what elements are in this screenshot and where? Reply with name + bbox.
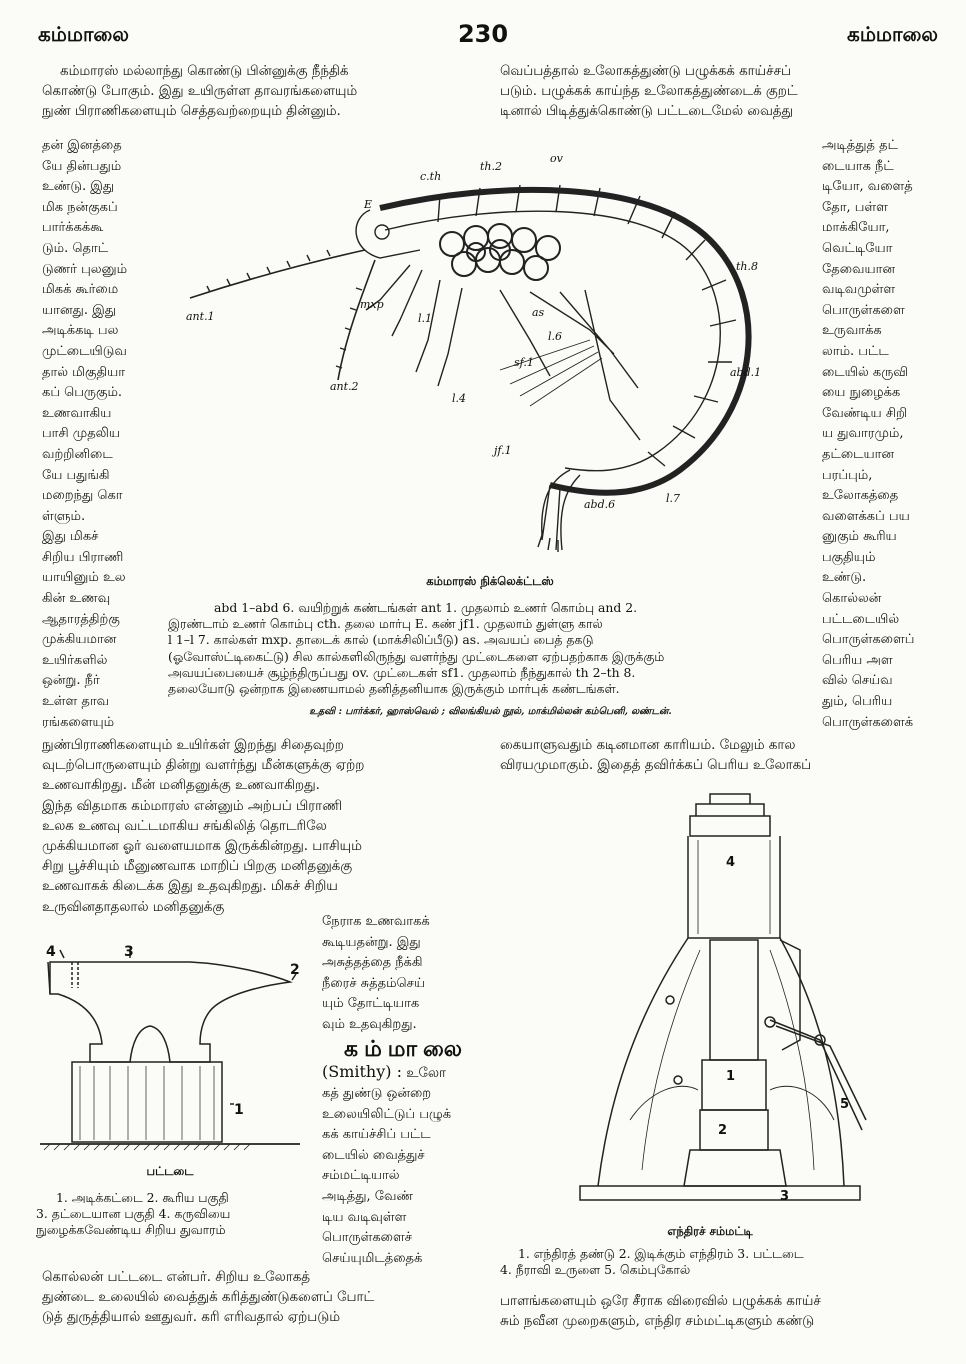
- text-line: கூடியதன்று. இது: [322, 934, 421, 950]
- right-column-top-text: [500, 62, 940, 123]
- text-line: படும். பழுக்கக் காய்ந்த உலோகத்துண்டைக் குறட்: [500, 84, 798, 100]
- label-ant1: ant.1: [186, 310, 215, 323]
- text-line: ய துவாரமும்,: [822, 426, 904, 442]
- hammer-label-3: 3: [780, 1189, 790, 1204]
- text-line: பொருள்களை: [822, 302, 905, 318]
- label-l4: l.4: [452, 392, 467, 405]
- text-line: கம்மாரஸ் மல்லாந்து கொண்டு பின்னுக்கு நீந்திக்: [60, 64, 349, 79]
- text-line: உருவினதாதலால் மனிதனுக்கு: [42, 899, 225, 915]
- text-line: உலோ: [406, 1066, 447, 1081]
- text-line: கொல்லன்: [822, 591, 882, 607]
- label-th8: th.8: [736, 260, 758, 273]
- text-line: தால் மிகுதியா: [42, 364, 126, 380]
- left-column-mid-text: [42, 736, 482, 918]
- label-l6: l.6: [548, 330, 563, 343]
- caption-line: l 1–l 7. கால்கள் mxp. தாடைக் கால் (மாக்சிலிப்பீடு) as. அவயப் பைத் தகடு: [168, 632, 594, 648]
- text-line: னுகும் கூரிய: [822, 529, 897, 545]
- label-ov: ov: [550, 152, 563, 165]
- text-line: மிகக் கூர்மை: [42, 282, 119, 298]
- text-line: யை நுழைக்க: [822, 385, 901, 401]
- text-line: உணவாகிறது. மீன் மனிதனுக்கு உணவாகிறது.: [42, 778, 320, 794]
- hammer-caption: [500, 1246, 940, 1278]
- text-line: முக்கியமான ஓர் வளையமாக இருக்கின்றது. பாசியும்: [42, 839, 362, 855]
- label-abd1: abd.1: [730, 366, 762, 379]
- text-line: உண்டு. இது: [42, 179, 115, 195]
- left-narrow-column: [42, 136, 164, 733]
- label-th2: th.2: [480, 160, 502, 173]
- hammer-label-1: 1: [726, 1069, 736, 1084]
- text-line: நுண்பிராணிகளையும் உயிர்கள் இறந்து சிதைவுற்ற: [42, 738, 344, 753]
- text-line: தும், பெரிய: [822, 694, 893, 710]
- caption-line: 1. அடிக்கட்டை 2. கூரிய பகுதி: [56, 1190, 229, 1205]
- text-line: டும். தொட்: [42, 240, 109, 256]
- text-line: உலக உணவு வட்டமாகிய சங்கிலித் தொடரிலே: [42, 818, 327, 834]
- text-line: இந்த விதமாக கம்மாரஸ் என்னும் அற்பப் பிராணி: [42, 798, 343, 814]
- text-line: அசுத்தத்தை நீக்கி: [322, 955, 423, 971]
- anvil-label-3: 3: [124, 944, 134, 960]
- text-line: கக் காய்ச்சிப் பட்ட: [322, 1127, 431, 1143]
- label-sf1: sf.1: [514, 356, 534, 369]
- text-line: பகுதியும்: [822, 549, 876, 565]
- text-line: பொருள்களைப்: [822, 632, 915, 648]
- text-line: மிக நன்குகப்: [42, 199, 118, 215]
- right-column-mid-text: [500, 736, 940, 776]
- text-line: யே பதுங்கி: [42, 467, 110, 483]
- text-line: டினால் பிடித்துக்கொண்டு பட்டடைமேல் வைத்து: [500, 104, 794, 120]
- mid-narrow-column: [322, 912, 482, 1036]
- anvil-label-2: 2: [290, 962, 300, 978]
- hammer-label-5: 5: [840, 1097, 850, 1112]
- anvil-caption: [36, 1190, 316, 1239]
- text-line: நேராக உணவாகக்: [322, 914, 430, 929]
- text-line: உணவாகக் கிடைக்க இது உதவுகிறது. மிகச் சிறிய: [42, 879, 338, 895]
- text-line: பார்க்கக்கூ: [42, 220, 104, 236]
- section-body: [322, 1084, 482, 1269]
- text-line: சிறு பூச்சியும் மீனுணவாக மாறிப் பிறகு மனிதனுக்கு: [42, 859, 353, 875]
- label-E: E: [364, 198, 373, 211]
- anvil-illustration: [40, 944, 310, 1164]
- label-as: as: [532, 306, 545, 319]
- text-line: ள்ளும்.: [42, 508, 86, 524]
- text-line: பாசி முதலிய: [42, 426, 121, 442]
- text-line: பரப்பும்,: [822, 467, 873, 483]
- text-line: உயிர்களில்: [42, 652, 108, 668]
- text-line: முட்டையிடுவ: [42, 343, 127, 359]
- text-line: வற்றினிடை: [42, 446, 113, 462]
- gammarus-drawing: [170, 140, 810, 570]
- text-line: ஒன்று. நீர்: [42, 673, 100, 689]
- text-line: டையில் கருவி: [822, 364, 909, 380]
- text-line: பொருள்களைக்: [822, 714, 914, 730]
- text-line: இது மிகச்: [42, 529, 99, 545]
- text-line: செய்யுமிடத்தைக்: [322, 1250, 423, 1266]
- section-english-term: (Smithy) :: [322, 1062, 402, 1081]
- right-column-bottom-text: [500, 1292, 940, 1332]
- caption-line: இரண்டாம் உணர் கொம்பு cth. தலை மார்பு E. கண் jf1. முதலாம் துள்ளு கால்: [168, 616, 603, 632]
- label-ant2: ant.2: [330, 380, 359, 393]
- text-line: பொருள்களைச்: [322, 1230, 412, 1246]
- text-line: வளைக்கப் பய: [822, 508, 910, 524]
- gammarus-caption: [168, 600, 813, 697]
- caption-line: தலையோடு ஒன்றாக இணையாமல் தனித்தனியாக இருக்கும் மார்புக் கண்டங்கள்.: [168, 681, 620, 697]
- text-line: வும் உதவுகிறது.: [322, 1016, 417, 1032]
- text-line: லாம். பட்ட: [822, 343, 889, 359]
- text-line: வடிவமுள்ள: [822, 282, 896, 298]
- text-line: அடிக்கடி பல: [42, 323, 119, 339]
- text-line: வெப்பத்தால் உலோகத்துண்டு பழுக்கக் காய்ச்சப்: [500, 64, 791, 79]
- anvil-drawing: [40, 944, 310, 1164]
- text-line: டியோ, வளைத்: [822, 179, 913, 195]
- text-line: உண்டு.: [822, 570, 867, 586]
- gammarus-figure-title: கம்மாரஸ் நிக்லெக்ட்டஸ்: [426, 574, 554, 588]
- text-line: உலோகத்தை: [822, 488, 899, 504]
- text-line: ரங்களையும்: [42, 714, 115, 730]
- anvil-figure-title: பட்டடை: [146, 1164, 194, 1178]
- text-line: அடித்து, வேண்: [322, 1188, 414, 1204]
- text-line: கத் துண்டு ஒன்றை: [322, 1086, 432, 1101]
- text-line: கையாளுவதும் கடினமான காரியம். மேலும் கால: [500, 738, 796, 753]
- text-line: பெரிய அள: [822, 652, 893, 668]
- text-line: கின் உணவு: [42, 591, 111, 607]
- caption-line: 3. தட்டையான பகுதி 4. கருவியை: [36, 1206, 231, 1222]
- text-line: மறைந்து கொ: [42, 488, 123, 504]
- text-line: துண்டை உலையில் வைத்துக் கரித்துண்டுகளைப் போட்: [42, 1290, 375, 1306]
- page-number: 230: [457, 20, 509, 48]
- text-line: டுத் துருத்தியால் ஊதுவர். கரி எரிவதால் ஏற்படும்: [42, 1310, 340, 1326]
- hammer-label-2: 2: [718, 1123, 728, 1138]
- text-line: உலையிலிட்டுப் பழுக்: [322, 1106, 452, 1122]
- text-line: தோ, பள்ள: [822, 199, 888, 215]
- text-line: உருவாக்க: [822, 323, 882, 339]
- running-header-left: கம்மாலை: [38, 22, 129, 46]
- text-line: டையாக நீட்: [822, 158, 894, 174]
- text-line: வெட்டியோ: [822, 240, 893, 256]
- gammarus-illustration: [170, 140, 810, 570]
- caption-line: அவயப்பையைச் சூழ்ந்திருப்பது ov. முட்டைகள் sf1. முதலாம் நீந்துகால் th 2–th 8.: [168, 664, 636, 680]
- text-line: மாக்கியோ,: [822, 220, 890, 236]
- label-abd6: abd.6: [584, 498, 616, 511]
- text-line: சும் நவீன முறைகளும், எந்திர சம்மட்டிகளும் கண்டு: [500, 1314, 815, 1330]
- label-jf1: jf.1: [494, 444, 512, 457]
- caption-line: நுழைக்கவேண்டிய சிறிய துவாரம்: [36, 1222, 226, 1238]
- text-line: நீரைச் சுத்தம்செய்: [322, 975, 426, 991]
- text-line: அடித்துத் தட்: [822, 138, 898, 153]
- right-narrow-column: [822, 136, 944, 733]
- hammer-figure-title: எந்திரச் சம்மட்டி: [667, 1224, 753, 1238]
- caption-line: abd 1–abd 6. வயிற்றுக் கண்டங்கள் ant 1. முதலாம் உணர் கொம்பு and 2.: [214, 600, 638, 615]
- section-intro: [322, 1062, 482, 1084]
- anvil-label-4: 4: [46, 944, 56, 960]
- label-cth: c.th: [420, 170, 442, 183]
- text-line: தேவையான: [822, 261, 895, 277]
- hammer-label-4: 4: [726, 855, 736, 870]
- text-line: தட்டையான: [822, 446, 895, 462]
- text-line: டிய வடிவுள்ள: [322, 1209, 407, 1225]
- text-line: யானது. இது: [42, 302, 117, 318]
- text-line: வில் செய்வ: [822, 673, 893, 689]
- text-line: உள்ள தாவ: [42, 694, 110, 710]
- label-l7: l.7: [666, 492, 681, 505]
- text-line: விரயமுமாகும். இதைத் தவிர்க்கப் பெரிய உலோகப்: [500, 758, 812, 774]
- text-line: பட்டடையில்: [822, 611, 900, 627]
- text-line: நுண் பிராணிகளையும் செத்தவற்றையும் தின்னும்.: [42, 104, 341, 120]
- label-mxp: mxp: [360, 298, 384, 311]
- text-line: டையில் வைத்துச்: [322, 1147, 425, 1163]
- text-line: கொண்டு போகும். இது உயிருள்ள தாவரங்களையும்: [42, 84, 358, 100]
- anvil-label-1: 1: [234, 1102, 244, 1118]
- text-line: கப் பெருகும்.: [42, 385, 123, 401]
- power-hammer-illustration: [570, 790, 870, 1210]
- text-line: யாயினும் உல: [42, 570, 126, 586]
- text-line: யும் தோட்டியாக: [322, 996, 420, 1012]
- text-line: டுணர் புலனும்: [42, 261, 128, 277]
- caption-line: (ஓவோஸ்ட்டிகைட்டு) சில கால்களிலிருந்து வளர்ந்து முட்டைகளை ஏற்பதற்காக இருக்கும்: [168, 648, 665, 664]
- text-line: பாளங்களையும் ஒரே சீராக விரைவில் பழுக்கக் காய்ச்: [500, 1294, 821, 1309]
- caption-line: 4. நீராவி உருளை 5. கெம்புகோல்: [500, 1262, 691, 1278]
- label-l1: l.1: [418, 312, 433, 325]
- figure-credit: உதவி : பார்க்கர், ஹாஸ்வெல் ; விலங்கியல் நூல், மாக்மில்லன் கம்பெனி, லண்டன்.: [309, 706, 672, 717]
- caption-line: 1. எந்திரத் தண்டு 2. இடிக்கும் எந்திரம் 3. பட்டடை: [518, 1246, 804, 1261]
- text-line: வேண்டிய சிறி: [822, 405, 908, 421]
- text-line: வுடற்பொருளையும் தின்று வளர்ந்து மீன்களுக்கு ஏற்ற: [42, 758, 365, 774]
- text-line: கொல்லன் பட்டடை என்பர். சிறிய உலோகத்: [42, 1270, 311, 1285]
- power-hammer-drawing: [570, 790, 870, 1210]
- section-heading: கம்மாலை: [344, 1036, 469, 1062]
- text-line: யே தின்பதும்: [42, 158, 122, 174]
- text-line: சிறிய பிராணி: [42, 549, 124, 565]
- text-line: ஆதாரத்திற்கு: [42, 611, 120, 627]
- running-header-right: கம்மாலை: [847, 22, 938, 46]
- left-column-bottom-text: [42, 1268, 482, 1329]
- left-column-top-text: [42, 62, 482, 123]
- text-line: முக்கியமான: [42, 632, 117, 648]
- text-line: சம்மட்டியால்: [322, 1168, 400, 1184]
- text-line: உணவாகிய: [42, 405, 112, 421]
- text-line: தன் இனத்தை: [42, 138, 122, 153]
